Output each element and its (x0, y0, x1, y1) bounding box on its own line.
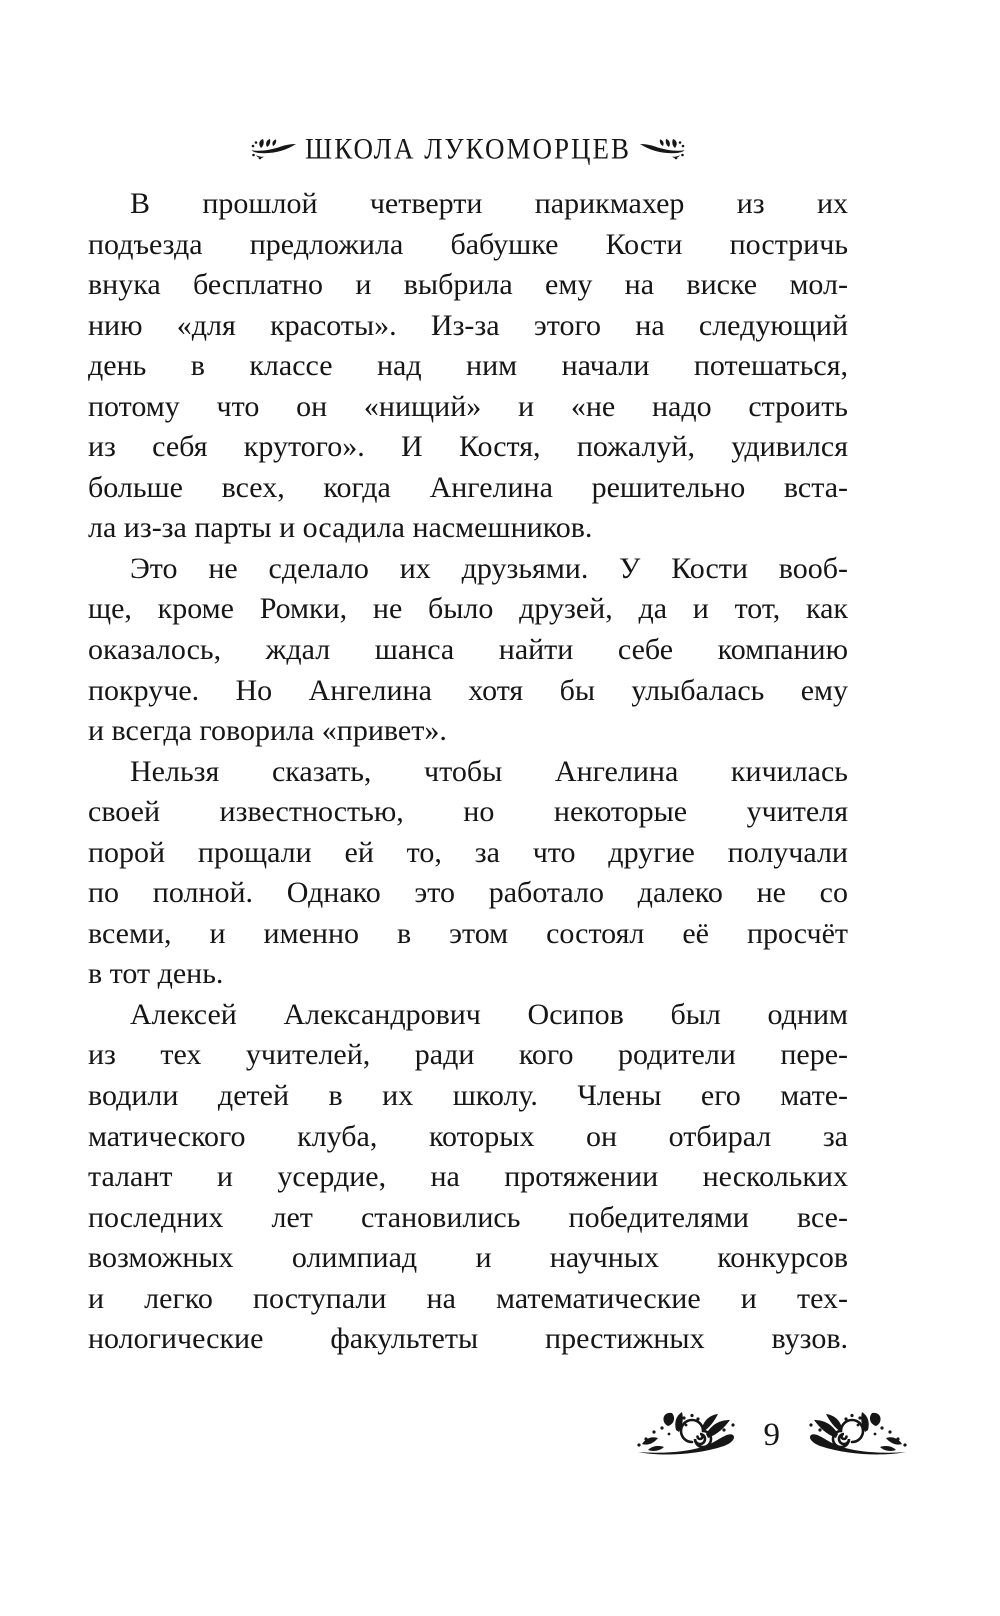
text-line: своей известностью, но некоторые учителя (88, 795, 848, 829)
text-line: покруче. Но Ангелина хотя бы улыбалась ему (88, 673, 848, 707)
running-head (88, 126, 848, 172)
text-line: из тех учителей, ради кого родители пере- (88, 1038, 848, 1072)
text-line: по полной. Однако это работало далеко не со (88, 876, 848, 910)
leaf-flourish-right-icon (639, 138, 685, 160)
text-line: последних лет становились победителями все- (88, 1200, 848, 1234)
floral-ornament-left-icon (636, 1412, 740, 1458)
text-line: и легко поступали на математические и тех- (88, 1281, 848, 1315)
running-head-title: ШКОЛА ЛУКОМОРЦЕВ (304, 132, 632, 165)
text-line: водили детей в их школу. Члены его мате- (88, 1079, 848, 1113)
text-line: нологические факультеты престижных вузов. (88, 1322, 848, 1356)
text-line: возможных олимпиад и научных конкурсов (88, 1241, 848, 1275)
text-line: потому что он «нищий» и «не надо строить (88, 389, 848, 423)
text-line: внука бесплатно и выбрила ему на виске мол- (88, 268, 848, 302)
text-line: больше всех, когда Ангелина решительно вста- (88, 470, 848, 504)
text-line: всеми, и именно в этом состоял её просчёт (88, 916, 848, 950)
text-line: Нельзя сказать, чтобы Ангелина кичилась (130, 754, 848, 788)
text-line: Это не сделало их друзьями. У Кости вооб- (130, 551, 848, 585)
floral-ornament-right-icon (804, 1412, 908, 1458)
text-line: талант и усердие, на протяжении нескольких (88, 1160, 848, 1194)
text-line: в тот день. (88, 957, 224, 991)
text-line: день в классе над ним начали потешаться, (88, 349, 848, 383)
leaf-flourish-left-icon (251, 138, 297, 160)
text-line: и всегда говорила «привет». (88, 714, 447, 748)
text-line: нию «для красоты». Из-за этого на следующий (88, 308, 848, 342)
text-line: ще, кроме Ромки, не было друзей, да и тот, как (88, 592, 848, 626)
text-line: ла из-за парты и осадила насмешников. (88, 511, 593, 545)
page-footer (88, 1408, 908, 1462)
text-line: подъезда предложила бабушке Кости постричь (88, 227, 848, 261)
text-line: из себя крутого». И Костя, пожалуй, удивился (88, 430, 848, 464)
page-text (88, 184, 848, 1360)
text-line: оказалось, ждал шанса найти себе компанию (88, 633, 848, 667)
text-line: Алексей Александрович Осипов был одним (130, 997, 848, 1031)
text-line: матического клуба, которых он отбирал за (88, 1119, 848, 1153)
text-line: В прошлой четверти парикмахер из их (130, 187, 848, 220)
page-number: 9 (763, 1416, 780, 1453)
text-line: порой прощали ей то, за что другие получали (88, 835, 848, 869)
